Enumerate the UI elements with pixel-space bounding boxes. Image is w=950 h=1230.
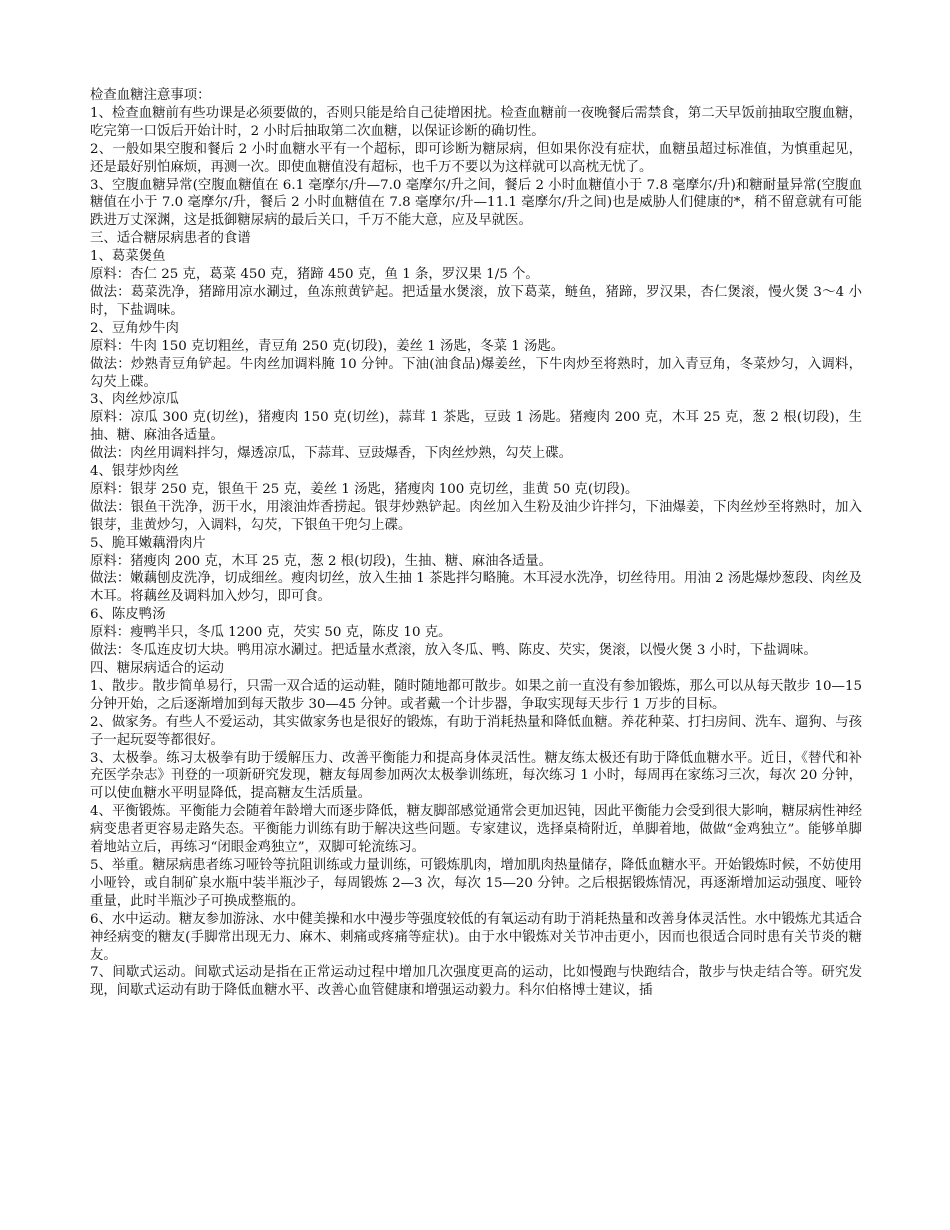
recipe-ingredients: 原料：银芽 250 克，银鱼干 25 克，姜丝 1 汤匙，猪瘦肉 100 克切丝，韭黄 50 克(切段)。 xyxy=(90,481,639,497)
recipe-method: 做法：肉丝用调料拌匀，爆透凉瓜，下蒜茸、豆豉爆香，下肉丝炒熟，勾芡上碟。 xyxy=(90,446,573,462)
recipe-method: 做法：银鱼干洗净，沥干水，用滚油炸香捞起。银芽炒熟铲起。肉丝加入生粉及油少许拌匀，下油爆姜，下肉丝炒至将熟时，加入银芽，韭黄炒匀，入调料，勾芡，下银鱼干兜匀上碟。 xyxy=(90,499,862,533)
exercise-item: 3、太极拳。练习太极拳有助于缓解压力、改善平衡能力和提高身体灵活性。糖友练太极还有助于降低血糖水平。近日，《替代和补充医学杂志》刊登的一项新研究发现，糖友每周参加两次太极拳训练班，每次练习 1 小时，每周再在家练习三次，每次 20 分钟，可以使血糖水平明显降低，提高糖友生活质量。 xyxy=(90,750,862,802)
exercise-item: 6、水中运动。糖友参加游泳、水中健美操和水中漫步等强度较低的有氧运动有助于消耗热量和改善身体灵活性。水中锻炼尤其适合神经病变的糖友(手脚常出现无力、麻木、刺痛或疼痛等症状)。由于水中锻炼对关节冲击更小，因而也很适合同时患有关节炎的糖友。 xyxy=(90,911,862,963)
paragraph: 2、一般如果空腹和餐后 2 小时血糖水平有一个超标，即可诊断为糖尿病，但如果你没有症状，血糖虽超过标准值，为慎重起见，还是最好别怕麻烦，再测一次。即使血糖值没有超标，也千万不要以为这样就可以高枕无忧了。 xyxy=(90,141,862,175)
exercise-item: 5、举重。糖尿病患者练习哑铃等抗阻训练或力量训练，可锻炼肌肉，增加肌肉热量储存，降低血糖水平。开始锻炼时候，不妨使用小哑铃，或自制矿泉水瓶中装半瓶沙子，每周锻炼 2—3 次，每次 15—20 分钟。之后根据锻炼情况，再逐渐增加运动强度、哑铃重量，此时半瓶沙子可换成整瓶的。 xyxy=(90,857,862,909)
recipe-method: 做法：嫩藕刨皮洗净，切成细丝。瘦肉切丝，放入生抽 1 茶匙拌匀略腌。木耳浸水洗净，切丝待用。用油 2 汤匙爆炒葱段、肉丝及木耳。将藕丝及调料加入炒匀，即可食。 xyxy=(90,571,862,605)
recipe-ingredients: 原料：瘦鸭半只，冬瓜 1200 克，芡实 50 克，陈皮 10 克。 xyxy=(90,625,452,641)
recipe-method: 做法：炒熟青豆角铲起。牛肉丝加调料腌 10 分钟。下油(油食品)爆姜丝，下牛肉炒至将熟时，加入青豆角，冬菜炒匀，入调料，勾芡上碟。 xyxy=(90,356,862,390)
heading-glucose-notes: 检查血糖注意事项： xyxy=(90,88,211,103)
recipe-title: 5、脆耳嫩藕滑肉片 xyxy=(90,535,206,551)
recipe-title: 4、银芽炒肉丝 xyxy=(90,464,179,480)
recipe-title: 2、豆角炒牛肉 xyxy=(90,320,179,336)
document-body xyxy=(90,87,862,1000)
section-heading-recipes: 三、适合糖尿病患者的食谱 xyxy=(90,231,251,247)
exercise-item: 1、散步。散步简单易行，只需一双合适的运动鞋，随时随地都可散步。如果之前一直没有参加锻炼，那么可以从每天散步 10—15 分钟开始，之后逐渐增加到每天散步 30—45 分钟。或者戴一个计步器，争取实现每天步行 1 万步的目标。 xyxy=(90,678,862,712)
exercise-item: 2、做家务。有些人不爱运动，其实做家务也是很好的锻炼，有助于消耗热量和降低血糖。养花种菜、打扫房间、洗车、遛狗、与孩子一起玩耍等都很好。 xyxy=(90,714,862,748)
section-heading-exercise: 四、糖尿病适合的运动 xyxy=(90,661,224,676)
paragraph: 1、检查血糖前有些功课是必须要做的，否则只能是给自己徒增困扰。检查血糖前一夜晚餐后需禁食，第二天早饭前抽取空腹血糖，吃完第一口饭后开始计时，2 小时后抽取第二次血糖，以保证诊断的确切性。 xyxy=(90,105,862,139)
recipe-method: 做法：葛菜洗净，猪蹄用凉水涮过，鱼冻煎黄铲起。把适量水煲滚，放下葛菜，鲢鱼，猪蹄，罗汉果，杏仁煲滚，慢火煲 3～4 小时，下盐调味。 xyxy=(90,284,862,318)
recipe-title: 6、陈皮鸭汤 xyxy=(90,607,166,623)
paragraph: 3、空腹血糖异常(空腹血糖值在 6.1 毫摩尔/升—7.0 毫摩尔/升之间，餐后 2 小时血糖值小于 7.8 毫摩尔/升)和糖耐量异常(空腹血糖值在小于 7.0 毫摩尔/升，餐后 2 小时血糖值在 7.8 毫摩尔/升—11.1 毫摩尔/升之间)也是威胁人们健康的*，稍不留意就有可能跌进万丈深渊，这是抵御糖尿病的最后关口，千万不能大意，应及早就医。 xyxy=(90,177,862,229)
recipe-ingredients: 原料：杏仁 25 克，葛菜 450 克，猪蹄 450 克，鱼 1 条，罗汉果 1/5 个。 xyxy=(90,267,539,283)
exercise-item: 4、平衡锻炼。平衡能力会随着年龄增大而逐步降低，糖友脚部感觉通常会更加迟钝，因此平衡能力会受到很大影响，糖尿病性神经病变患者更容易走路失态。平衡能力训练有助于解决这些问题。专家建议，选择桌椅附近，单脚着地，做做“金鸡独立”。能够单脚着地站立后，再练习“闭眼金鸡独立”，双脚可轮流练习。 xyxy=(90,804,862,856)
recipe-title: 1、葛菜煲鱼 xyxy=(90,249,166,265)
recipe-method: 做法：冬瓜连皮切大块。鸭用凉水涮过。把适量水煮滚，放入冬瓜、鸭、陈皮、芡实，煲滚，以慢火煲 3 小时，下盐调味。 xyxy=(90,643,817,659)
recipe-ingredients: 原料：牛肉 150 克切粗丝，青豆角 250 克(切段)，姜丝 1 汤匙，冬菜 1 汤匙。 xyxy=(90,338,565,354)
recipe-ingredients: 原料：猪瘦肉 200 克，木耳 25 克，葱 2 根(切段)，生抽、糖、麻油各适量。 xyxy=(90,553,553,569)
exercise-item: 7、间歇式运动。间歇式运动是指在正常运动过程中增加几次强度更高的运动，比如慢跑与快跑结合，散步与快走结合等。研究发现，间歇式运动有助于降低血糖水平、改善心血管健康和增强运动毅力。科尔伯格博士建议，插 xyxy=(90,965,862,999)
recipe-title: 3、肉丝炒凉瓜 xyxy=(90,392,179,408)
recipe-ingredients: 原料：凉瓜 300 克(切丝)，猪瘦肉 150 克(切丝)，蒜茸 1 茶匙，豆豉 1 汤匙。猪瘦肉 200 克，木耳 25 克，葱 2 根(切段)，生抽、糖、麻油各适量。 xyxy=(90,410,862,444)
